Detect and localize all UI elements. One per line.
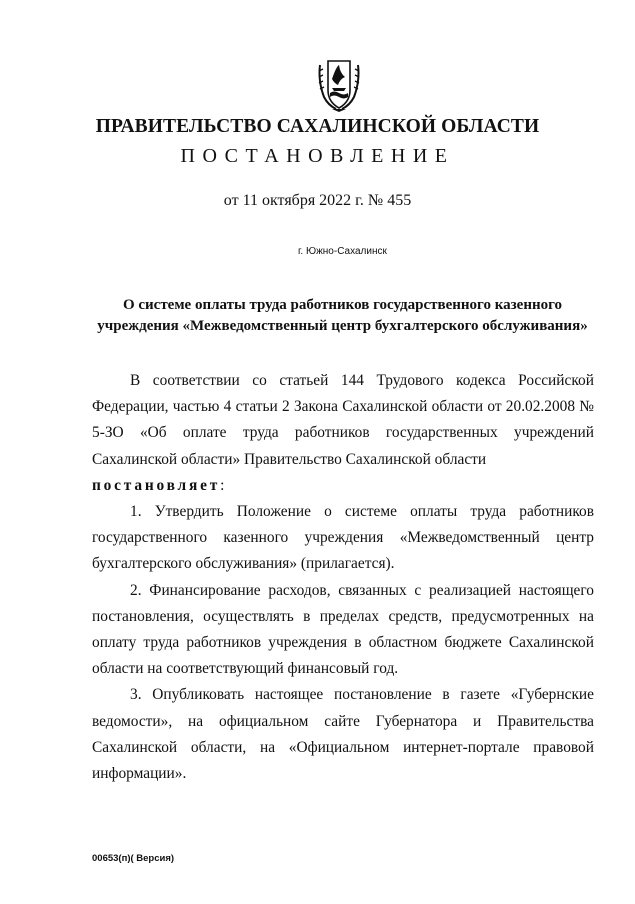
item-2: 2. Финансирование расходов, связанных с реализацией настоящего постановления, осуществлять в пределах средств, предусмотренных на оплату труда работников учреждения в областном бюджете Сахалинской области на соответствующий финансовый год. (92, 581, 594, 678)
footer-code: 00653(п)( Версия) (92, 853, 175, 864)
subject-line-1: О системе оплаты труда работников государственного казенного (122, 297, 563, 313)
coat-of-arms-icon (316, 57, 362, 113)
document-subject (90, 295, 595, 337)
item-1: 1. Утвердить Положение о системе оплаты труда работников государственного казенного учреждения «Межведомственный центр бухгалтерского обслуживания» (прилагается). (92, 503, 594, 573)
resolves-colon: : (220, 476, 225, 494)
preamble-paragraph (92, 368, 594, 473)
subject-line-2: учреждения «Межведомственный центр бухгалтерского обслуживания» (97, 318, 588, 334)
preamble-text: В соответствии со статьей 144 Трудового кодекса Российской Федерации, частью 4 статьи 2 Закона Сахалинской области от 20.02.2008 № 5-ЗО «Об оплате труда работников государственных учреждений Сахалинской области» Правительство Сахалинской области (92, 372, 594, 468)
city: г. Южно-Сахалинск (298, 246, 387, 257)
item-3: 3. Опубликовать настоящее постановление в газете «Губернские ведомости», на официальном сайте Губернатора и Правительства Сахалинской области, на «Официальном интернет-портале правовой информации». (92, 686, 594, 783)
document-date-number: от 11 октября 2022 г. № 455 (223, 192, 412, 209)
document-type: ПОСТАНОВЛЕНИЕ (180, 145, 455, 167)
resolves-paragraph (92, 473, 594, 499)
resolves-word: постановляет (92, 476, 221, 494)
government-title: ПРАВИТЕЛЬСТВО САХАЛИНСКОЙ ОБЛАСТИ (95, 116, 540, 137)
document-body (92, 368, 594, 787)
